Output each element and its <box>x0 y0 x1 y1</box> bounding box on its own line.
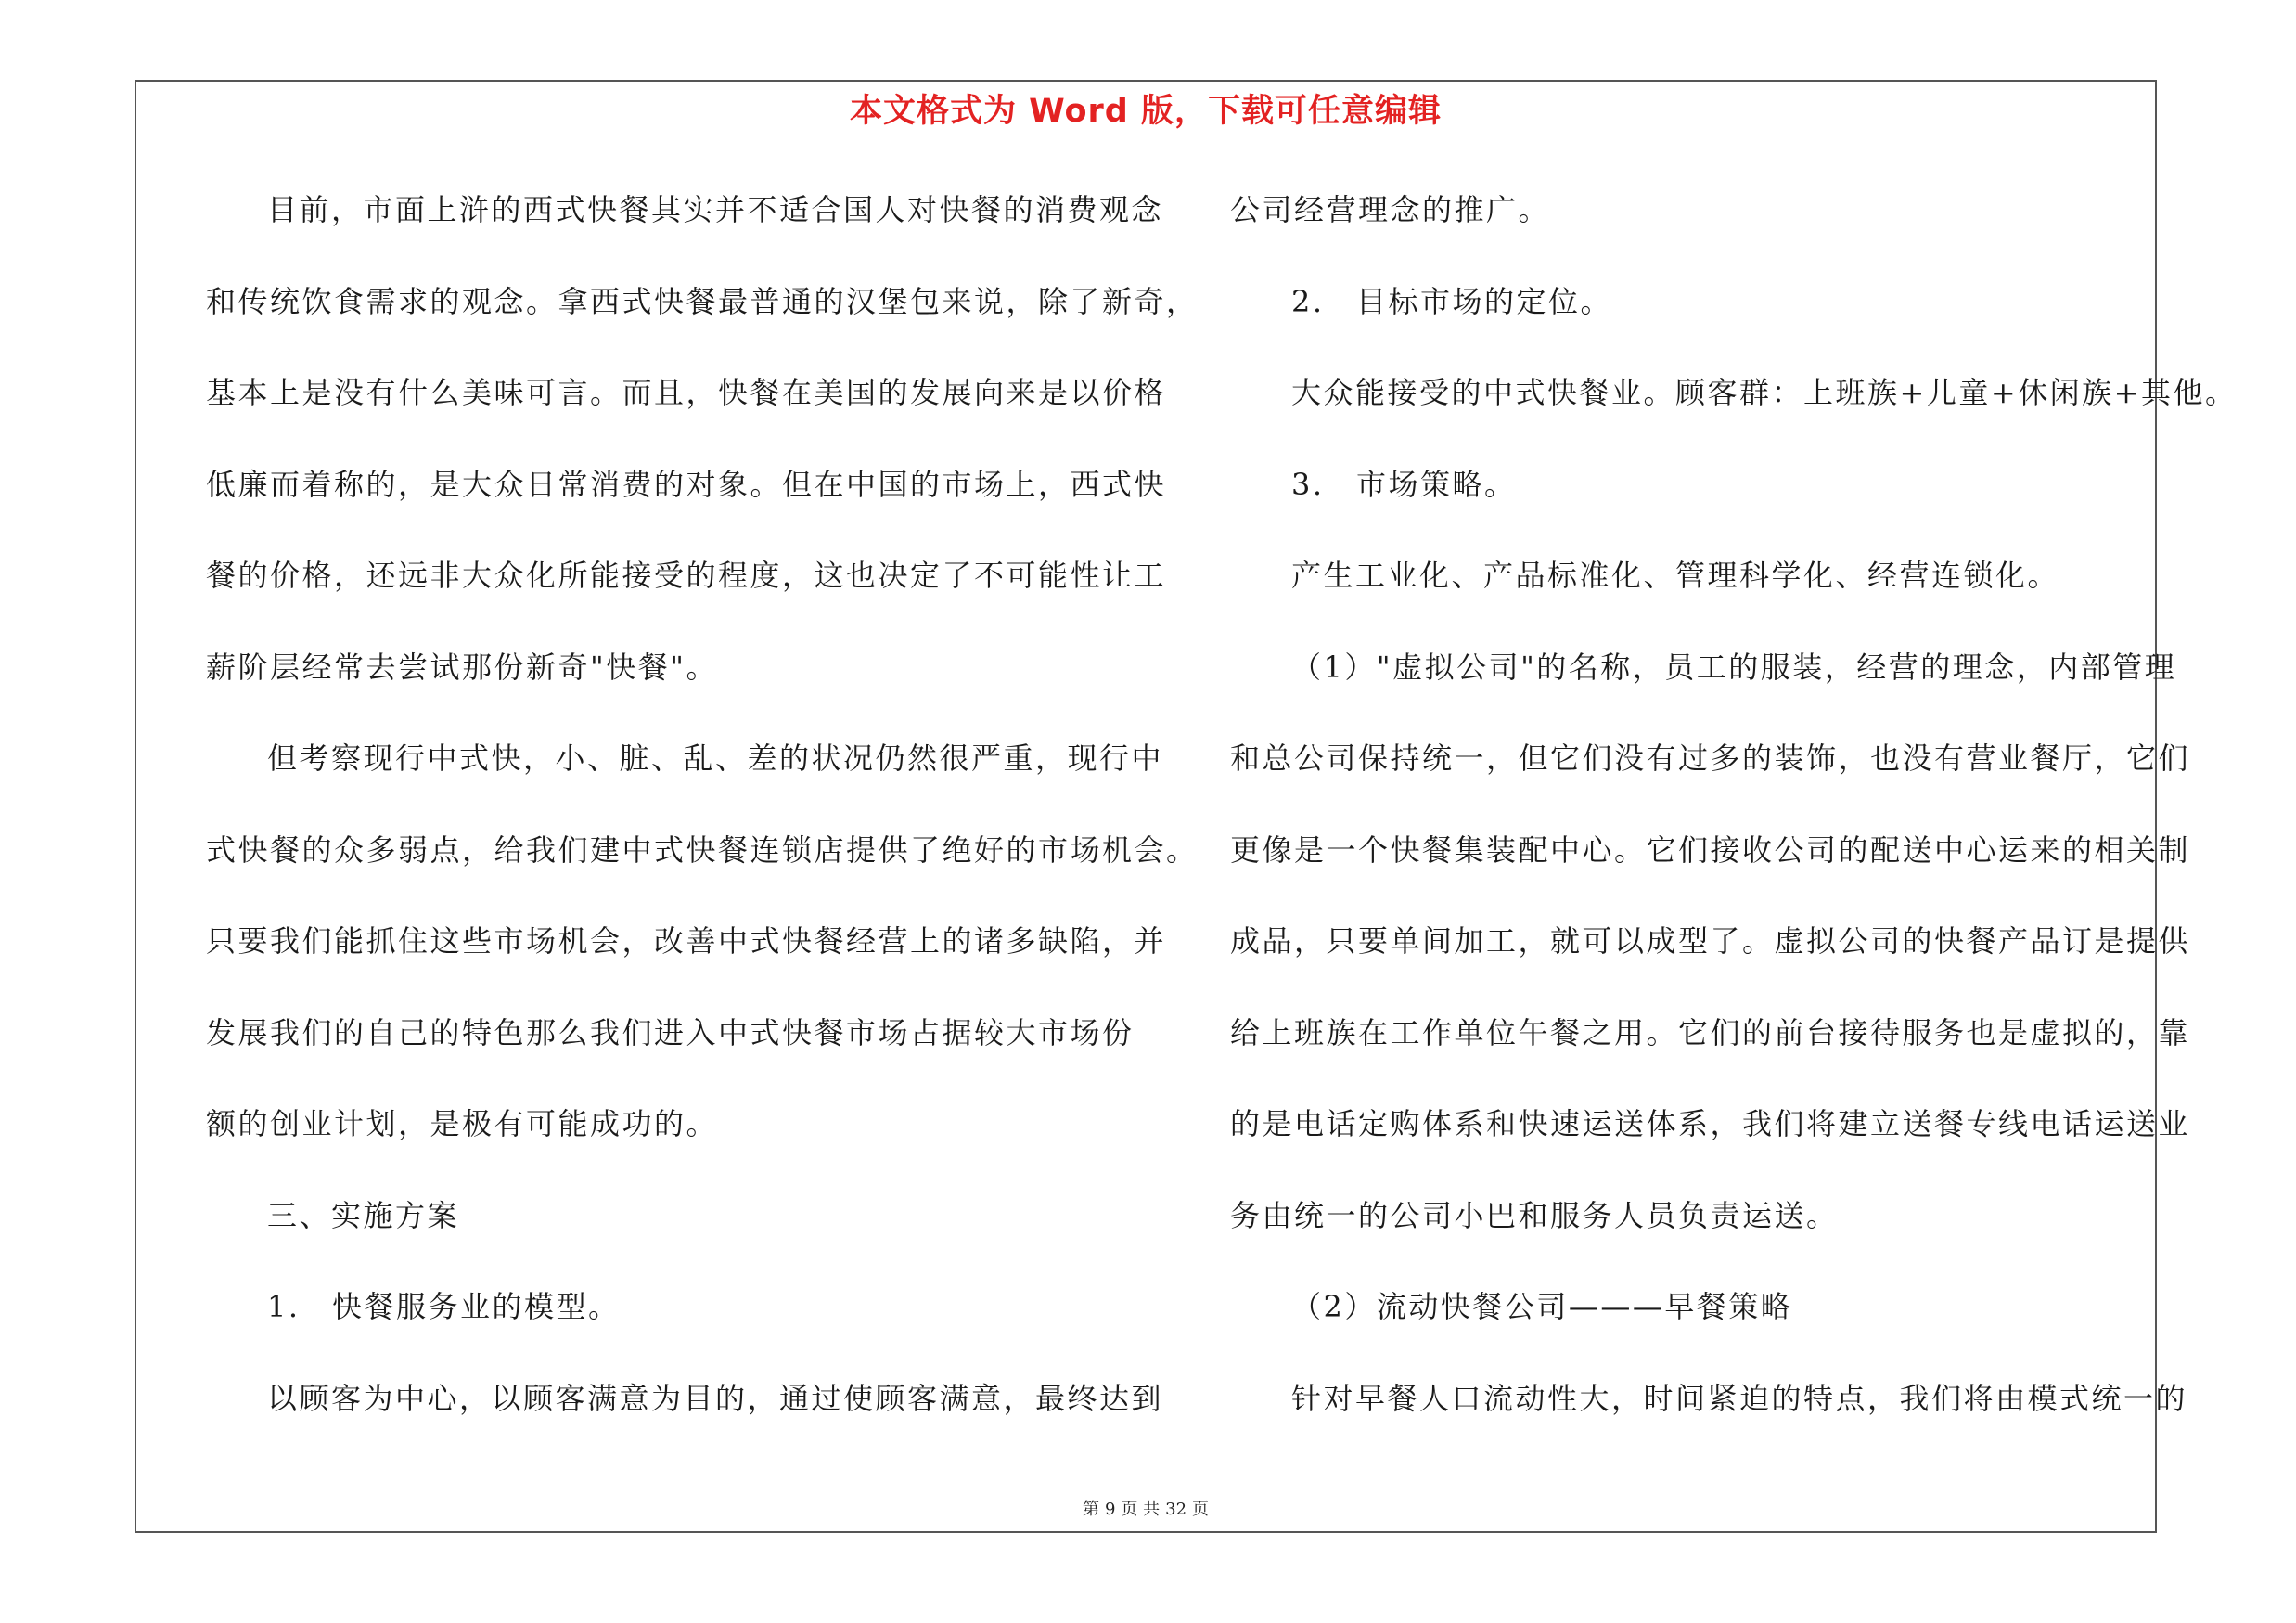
left-text-column <box>206 182 1199 1462</box>
text-line: 大众能接受的中式快餐业。顾客群：上班族+儿童+休闲族+其他。 <box>1291 375 2238 410</box>
total-page-count: 32 <box>1165 1500 1187 1519</box>
text-line: 以顾客为中心，以顾客满意为目的，通过使顾客满意，最终达到 <box>267 1380 1164 1416</box>
text-line: 公司经营理念的推广。 <box>1230 192 1551 227</box>
subsection-heading: 1. 快餐服务业的模型。 <box>267 1289 621 1324</box>
right-text-column <box>1230 182 2238 1462</box>
text-line: 薪阶层经常去尝试那份新奇"快餐"。 <box>206 649 718 685</box>
text-line: 基本上是没有什么美味可言。而且，快餐在美国的发展向来是以价格 <box>206 375 1167 410</box>
text-line: 额的创业计划，是极有可能成功的。 <box>206 1106 719 1141</box>
subsection-heading: 3. 市场策略。 <box>1291 466 1517 502</box>
text-line: 务由统一的公司小巴和服务人员负责运送。 <box>1230 1197 1839 1233</box>
text-line: 成品，只要单间加工，就可以成型了。虚拟公司的快餐产品订是提供 <box>1230 923 2191 959</box>
text-line: 餐的价格，还远非大众化所能接受的程度，这也决定了不可能性让工 <box>206 558 1167 593</box>
text-line: 和总公司保持统一，但它们没有过多的装饰，也没有营业餐厅，它们 <box>1230 741 2191 776</box>
text-line: 低廉而着称的，是大众日常消费的对象。但在中国的市场上，西式快 <box>206 466 1167 502</box>
footer-middle: 页 共 <box>1121 1500 1161 1519</box>
text-line: 给上班族在工作单位午餐之用。它们的前台接待服务也是虚拟的，靠 <box>1230 1014 2191 1050</box>
page-footer <box>135 1496 2157 1520</box>
footer-prefix: 第 <box>1082 1500 1099 1519</box>
section-heading: 三、实施方案 <box>267 1197 460 1233</box>
text-line: 的是电话定购体系和快速运送体系，我们将建立送餐专线电话运送业 <box>1230 1106 2191 1141</box>
text-line: 针对早餐人口流动性大，时间紧迫的特点，我们将由模式统一的 <box>1291 1380 2188 1416</box>
text-line: 发展我们的自己的特色那么我们进入中式快餐市场占据较大市场份 <box>206 1014 1135 1050</box>
text-line: （1）"虚拟公司"的名称，员工的服装，经营的理念，内部管理 <box>1291 649 2177 685</box>
text-line: 但考察现行中式快，小、脏、乱、差的状况仍然很严重，现行中 <box>267 741 1164 776</box>
word-format-banner: 本文格式为 Word 版，下载可任意编辑 <box>849 93 1443 130</box>
text-line: 式快餐的众多弱点，给我们建中式快餐连锁店提供了绝好的市场机会。 <box>206 831 1199 868</box>
text-line: 更像是一个快餐集装配中心。它们接收公司的配送中心运来的相关制 <box>1230 831 2191 868</box>
footer-suffix: 页 <box>1192 1500 1210 1519</box>
text-line: 和传统饮食需求的观念。拿西式快餐最普通的汉堡包来说，除了新奇， <box>206 283 1199 319</box>
subsection-heading: （2）流动快餐公司———早餐策略 <box>1291 1289 1793 1324</box>
text-line: 产生工业化、产品标准化、管理科学化、经营连锁化。 <box>1291 558 2060 593</box>
current-page-number: 9 <box>1104 1500 1116 1519</box>
subsection-heading: 2. 目标市场的定位。 <box>1291 283 1613 319</box>
text-line: 只要我们能抓住这些市场机会，改善中式快餐经营上的诸多缺陷，并 <box>206 923 1167 959</box>
text-line: 目前，市面上浒的西式快餐其实并不适合国人对快餐的消费观念 <box>267 192 1164 227</box>
